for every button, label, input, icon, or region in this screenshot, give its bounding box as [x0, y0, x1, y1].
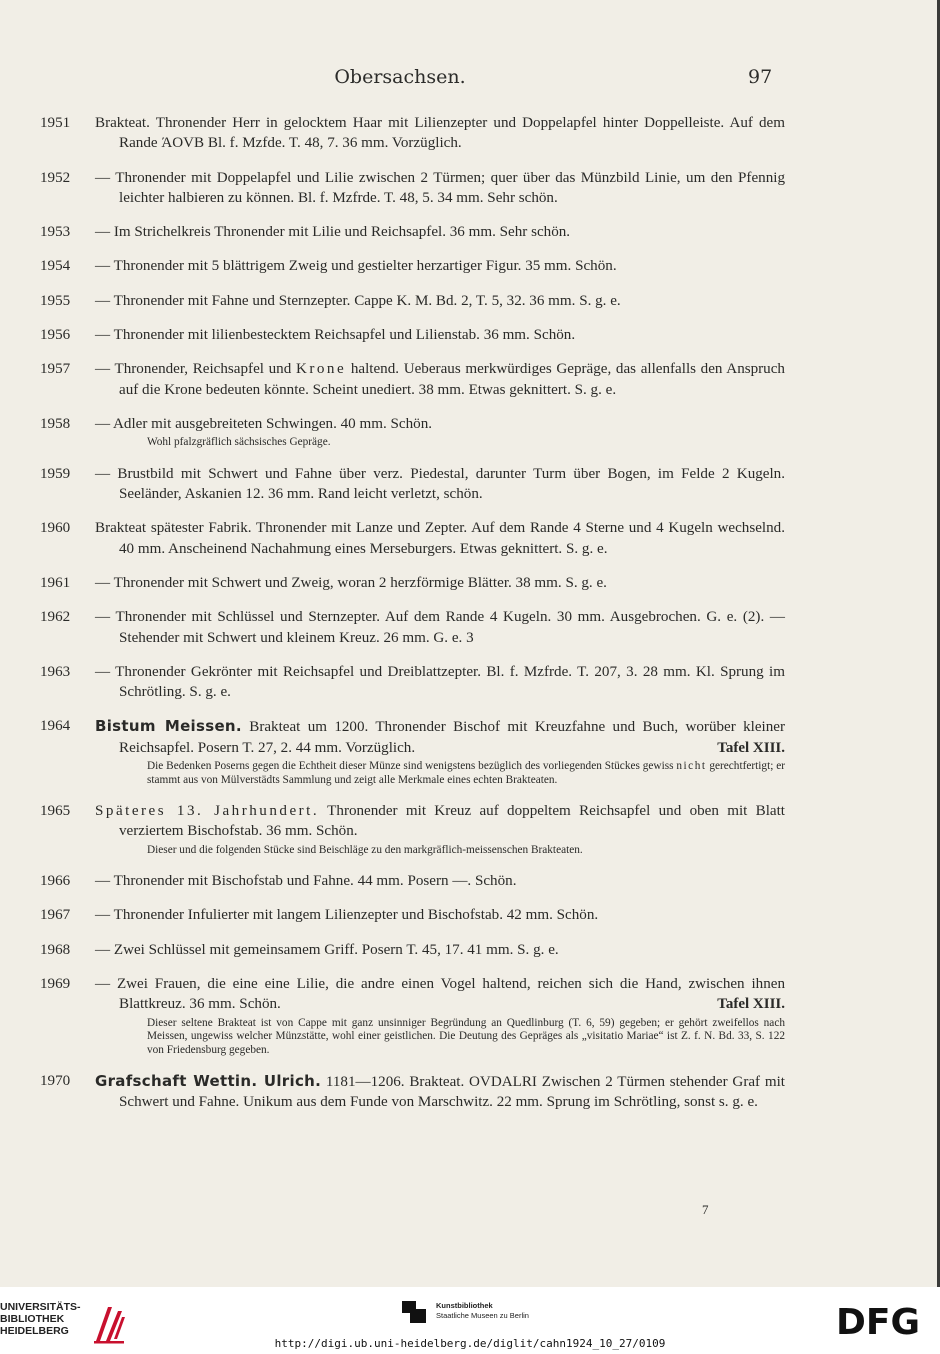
entry-text: — Thronender mit Fahne und Sternzepter. Cappe K. M. Bd. 2, T. 5, 32. 36 mm. S. g. e. — [95, 292, 621, 309]
plate-reference: Tafel XIII. — [717, 739, 785, 756]
catalogue-entry-1952 — [0, 168, 785, 209]
entry-number: 1963 — [40, 663, 71, 680]
permalink-url[interactable]: http://digi.ub.uni-heidelberg.de/diglit/cahn1924_10_27/0109 — [274, 1337, 666, 1350]
catalogue-entry-1962 — [0, 607, 785, 648]
entry-number: 1970 — [40, 1073, 71, 1090]
entry-note: Dieser und die folgenden Stücke sind Beischläge zu den markgräflich-meissenschen Brakteaten. — [147, 843, 583, 856]
kb-line-1: Kunstbibliothek — [436, 1301, 493, 1310]
entry-number: 1964 — [40, 718, 71, 735]
entry-text — [95, 1071, 785, 1113]
entry-text: — Brustbild mit Schwert und Fahne über verz. Piedestal, darunter Turm über Bogen, im Felde 2 Kugeln. Seeländer, Askanien 12. 36 mm. Rand leicht verletzt, schön. — [95, 465, 785, 503]
entry-text: — Thronender Gekrönter mit Reichsapfel und Dreiblattzepter. Bl. f. Mzfrde. T. 207, 3. 28 mm. Kl. Sprung im Schrötling. S. g. e. — [95, 663, 785, 701]
plate-reference: Tafel XIII. — [717, 996, 785, 1013]
entry-text-part: — Zwei Frauen, die eine eine Lilie, die andre einen Vogel haltend, reichen sich die Hand, zwischen ihnen Blattkreuz. 36 mm. Schön. — [95, 976, 785, 1013]
catalogue-entry-1951 — [0, 113, 785, 154]
entry-number: 1959 — [40, 465, 71, 482]
catalogue-entry-1956 — [0, 325, 785, 345]
entry-note — [95, 760, 785, 787]
section-heading: Bistum Meissen. — [95, 717, 242, 736]
entry-number: 1961 — [40, 574, 71, 591]
running-title: Obersachsen. — [334, 66, 466, 88]
heidelberg-library-wordmark — [0, 1301, 81, 1337]
entry-text: — Thronender mit Schlüssel und Sternzepter. Auf dem Rande 4 Kugeln. 30 mm. Ausgebrochen. G. e. (2). — Stehender mit Schwert und kleinem Kreuz. 26 mm. G. e. 3 — [95, 609, 785, 646]
entry-text: — Thronender mit Doppelapfel und Lilie zwischen 2 Türmen; quer über das Münzbild Linie, um den Pfennig leichter halbieren zu können. Bl. f. Mzfrde. T. 48, 5. 34 mm. Sehr schön. — [95, 169, 785, 206]
kunstbibliothek-logo[interactable] — [400, 1297, 580, 1337]
digitization-footer — [0, 1287, 940, 1354]
entry-number: 1957 — [40, 361, 71, 378]
catalogue-entries — [0, 113, 940, 1127]
catalogue-entry-1960 — [0, 518, 785, 559]
entry-text-part: Thronender mit Kreuz auf doppeltem Reichsapfel und oben mit Blatt verziertem Bischofstab. 36 mm. Schön. — [119, 803, 785, 840]
catalogue-entry-1953 — [0, 222, 785, 242]
entry-text: — Im Strichelkreis Thronender mit Lilie und Reichsapfel. 36 mm. Sehr schön. — [95, 224, 571, 241]
entry-text — [95, 359, 785, 400]
catalogue-entry-1963 — [0, 662, 785, 703]
catalogue-entry-1955 — [0, 291, 785, 311]
entry-text: — Thronender mit lilienbestecktem Reichsapfel und Lilienstab. 36 mm. Schön. — [95, 327, 576, 344]
entry-number: 1952 — [40, 169, 71, 186]
catalogue-entry-1965 — [0, 801, 785, 857]
dfg-wordmark: DFG — [836, 1302, 921, 1341]
entry-text-part: haltend. Ueberaus merkwürdiges Gepräge, das allenfalls den Anspruch auf die Krone bedeuten könnte. Scheint unediert. 38 mm. Etwas geknittert. S. g. e. — [119, 361, 785, 398]
section-heading: Grafschaft Wettin. Ulrich. — [95, 1072, 322, 1091]
catalogue-entry-1954 — [0, 256, 785, 276]
entry-text: — Adler mit ausgebreiteten Schwingen. 40 mm. Schön. — [95, 415, 433, 432]
entry-number: 1951 — [40, 115, 71, 131]
entry-number: 1966 — [40, 873, 71, 890]
spaced-word: Krone — [295, 361, 347, 378]
entry-text-part: 1181—1206. Brakteat. OVDALRI Zwischen 2 Türmen stehender Graf mit Schwert und Fahne. Unikum aus dem Funde von Marschwitz. 22 mm. Sprung im Schrötling, sonst s. g. e. — [119, 1074, 785, 1111]
page-number: 97 — [748, 66, 773, 88]
uni-line-2: BIBLIOTHEK — [0, 1313, 65, 1325]
kb-line-2: Staatliche Museen zu Berlin — [436, 1311, 529, 1320]
spaced-heading: Späteres 13. Jahrhundert. — [95, 803, 320, 820]
catalogue-entry-1961 — [0, 573, 785, 593]
entry-text-part: — Thronender, Reichsapfel und — [95, 361, 296, 378]
kunstbibliothek-icon — [400, 1297, 428, 1325]
catalogue-entry-1970 — [0, 1071, 785, 1113]
catalogue-entry-1967 — [0, 905, 785, 925]
catalogue-entry-1959 — [0, 464, 785, 505]
entry-text: — Zwei Schlüssel mit gemeinsamem Griff. Posern T. 45, 17. 41 mm. S. g. e. — [95, 941, 559, 958]
entry-number: 1968 — [40, 941, 71, 958]
entry-text-part: Brakteat um 1200. Thronender Bischof mit Kreuzfahne und Buch, worüber kleiner Reichsapfel. Posern T. 27, 2. 44 mm. Vorzüglich. — [119, 719, 785, 756]
entry-text — [95, 716, 785, 758]
entry-text: — Thronender Infulierter mit langem Lilienzepter und Bischofstab. 42 mm. Schön. — [95, 907, 599, 924]
entry-text — [95, 974, 785, 1015]
entry-note: Dieser seltene Brakteat ist von Cappe mit ganz unsinniger Begründung an Quedlinburg (T. 6, 59) gegeben; er gehört zweifellos nach Meissen, ungewiss welcher Münzstätte, wohl einer geistlichen. Die Deutung des Gepräges als „visitatio Mariae“ ist Z. f. N. Bd. 33, S. 122 von Friedensburg gegeben. — [147, 1016, 785, 1056]
catalogue-entry-1957 — [0, 359, 785, 400]
entry-number: 1960 — [40, 520, 71, 537]
catalogue-entry-1966 — [0, 871, 785, 891]
uni-line-1: UNIVERSITÄTS- — [0, 1301, 81, 1313]
spaced-word: nicht — [676, 760, 707, 773]
entry-note: Wohl pfalzgräflich sächsisches Gepräge. — [147, 436, 331, 449]
entry-number: 1953 — [40, 224, 71, 241]
note-part: Die Bedenken Poserns gegen die Echtheit dieser Münze sind wenigstens bezüglich des vorliegenden Stückes gewiss — [147, 760, 677, 773]
entry-number: 1958 — [40, 415, 71, 432]
entry-number: 1955 — [40, 292, 71, 309]
entry-text: — Thronender mit 5 blättrigem Zweig und gestielter herzartiger Figur. 35 mm. Schön. — [95, 258, 617, 275]
entry-text: Brakteat spätester Fabrik. Thronender mit Lanze und Zepter. Auf dem Rande 4 Sterne und 4 Kugeln wechselnd. 40 mm. Anscheinend Nachahmung eines Merseburgers. Etwas geknittert. S. g. e. — [95, 520, 785, 557]
page-header — [0, 66, 940, 96]
catalogue-entry-1969 — [0, 974, 785, 1057]
dfg-logo-icon[interactable] — [836, 1301, 928, 1341]
catalogue-entry-1964 — [0, 716, 785, 787]
entry-text: Brakteat. Thronender Herr in gelocktem Haar mit Lilienzepter und Doppelapfel hinter Doppelleiste. Auf dem Rande ΆOVB Bl. f. Mzfde. T. 48, 7. 36 mm. Vorzüglich. — [95, 115, 785, 152]
catalogue-entry-1958 — [0, 414, 785, 450]
entry-text: — Thronender mit Schwert und Zweig, woran 2 herzförmige Blätter. 38 mm. S. g. e. — [95, 574, 607, 591]
catalogue-entry-1968 — [0, 940, 785, 960]
entry-number: 1956 — [40, 327, 71, 344]
entry-number: 1962 — [40, 609, 71, 626]
note-part: gerechtfertigt; er stammt aus von Mülverstädts Sammlung und zeigt alle Merkmale eines echten Brakteaten. — [147, 760, 785, 786]
entry-number: 1967 — [40, 907, 71, 924]
entry-text: — Thronender mit Bischofstab und Fahne. 44 mm. Posern —. Schön. — [95, 873, 517, 890]
kunstbibliothek-wordmark — [436, 1301, 529, 1321]
uni-line-3: HEIDELBERG — [0, 1325, 69, 1337]
entry-number: 1954 — [40, 258, 71, 275]
entry-text — [95, 801, 785, 842]
entry-number: 1969 — [40, 976, 71, 993]
signature-mark: 7 — [702, 1202, 709, 1217]
entry-number: 1965 — [40, 803, 71, 820]
